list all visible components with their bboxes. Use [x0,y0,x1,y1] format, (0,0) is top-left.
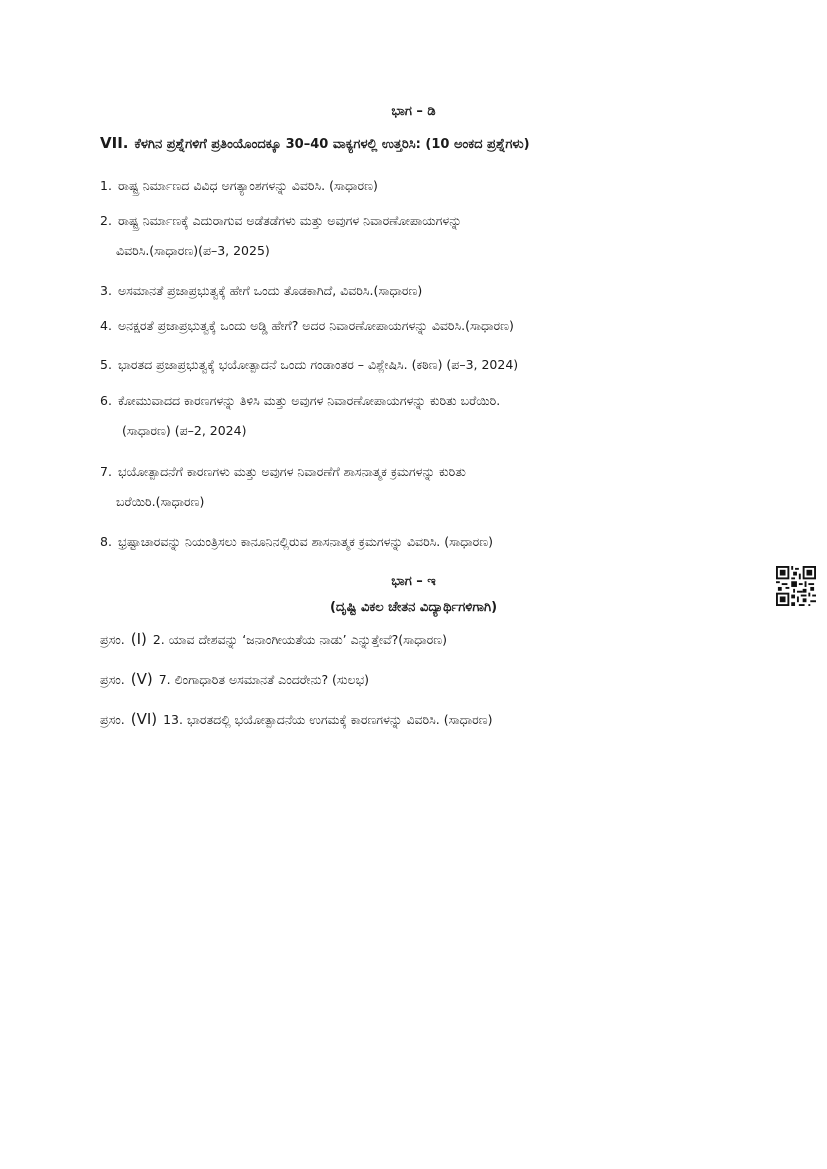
question-prefix: ಪ್ರಸಂ. [100,632,125,647]
extra-question-item [100,630,447,648]
question-prefix: ಪ್ರಸಂ. [100,672,125,687]
question-text: ಅನಕ್ಷರತೆ ಪ್ರಜಾಪ್ರಭುತ್ವಕ್ಕೆ ಒಂದು ಅಡ್ಡಿ ಹೇಗೆ? ಅದರ ನಿವಾರಣೋಪಾಯಗಳನ್ನು ವಿವರಿಸಿ.(ಸಾಧಾರಣ) [117,318,514,333]
question-item [100,178,378,194]
question-number: 7. [100,464,112,479]
question-roman: (VI) [130,710,158,728]
part-e-subtitle: (ದೃಷ್ಟಿ ವಿಕಲ ಚೇತನ ವಿದ್ಯಾರ್ಥಿಗಳಿಗಾಗಿ) [329,600,498,615]
question-continuation: ವಿವರಿಸಿ.(ಸಾಧಾರಣ)(ಪ–3, 2025) [116,243,270,258]
question-roman: (I) [130,630,147,648]
question-prefix: ಪ್ರಸಂ. [100,712,125,727]
question-text: ರಾಷ್ಟ್ರ ನಿರ್ಮಾಣಕ್ಕೆ ಎದುರಾಗುವ ಅಡೆತಡೆಗಳು ಮತ್ತು ಅವುಗಳ ನಿವಾರಣೋಪಾಯಗಳನ್ನು [117,213,462,228]
question-text: ಕೋಮುವಾದದ ಕಾರಣಗಳನ್ನು ತಿಳಿಸಿ ಮತ್ತು ಅವುಗಳ ನಿವಾರಣೋಪಾಯಗಳನ್ನು ಕುರಿತು ಬರೆಯಿರಿ. [117,393,501,408]
question-text: 7. ಲಿಂಗಾಧಾರಿತ ಅಸಮಾನತೆ ಎಂದರೇನು? (ಸುಲಭ) [158,672,370,687]
section-vii-heading [100,134,740,152]
question-text: ಭ್ರಷ್ಟಾಚಾರವನ್ನು ನಿಯಂತ್ರಿಸಲು ಕಾನೂನಿನಲ್ಲಿರುವ ಶಾಸನಾತ್ಮಕ ಕ್ರಮಗಳನ್ನು ವಿವರಿಸಿ. (ಸಾಧಾರಣ) [117,534,494,549]
question-text: 13. ಭಾರತದಲ್ಲಿ ಭಯೋತ್ಪಾದನೆಯ ಉಗಮಕ್ಕೆ ಕಾರಣಗಳನ್ನು ವಿವರಿಸಿ. (ಸಾಧಾರಣ) [163,712,493,727]
question-item [100,318,514,334]
question-text: ರಾಷ್ಟ್ರ ನಿರ್ಮಾಣದ ವಿವಿಧ ಅಗತ್ಯಾಂಶಗಳನ್ನು ವಿವರಿಸಿ. (ಸಾಧಾರಣ) [117,178,378,193]
question-number: 8. [100,534,112,549]
question-item [100,464,466,510]
question-text: ಅಸಮಾನತೆ ಪ್ರಜಾಪ್ರಭುತ್ವಕ್ಕೆ ಹೇಗೆ ಒಂದು ತೊಡಕಾಗಿದೆ, ವಿವರಿಸಿ.(ಸಾಧಾರಣ) [117,283,423,298]
question-item [100,534,493,550]
question-text: ಭಯೋತ್ಪಾದನೆಗೆ ಕಾರಣಗಳು ಮತ್ತು ಅವುಗಳ ನಿವಾರಣೆಗೆ ಶಾಸನಾತ್ಮಕ ಕ್ರಮಗಳನ್ನು ಕುರಿತು [117,464,466,479]
extra-question-item [100,710,492,728]
question-number: 3. [100,283,112,298]
question-number: 6. [100,393,112,408]
question-continuation: ಬರೆಯಿರಿ.(ಸಾಧಾರಣ) [116,494,205,509]
part-d-title: ಭಾಗ – ಡಿ [391,104,436,119]
question-item [100,357,518,373]
question-number: 4. [100,318,112,333]
question-item [100,213,462,259]
extra-question-item [100,670,369,688]
question-item [100,283,422,299]
question-number: 1. [100,178,112,193]
qr-code-icon [776,566,816,606]
part-e-title: ಭಾಗ – ಇ [391,574,436,589]
section-instruction: ಕೆಳಗಿನ ಪ್ರಶ್ನೆಗಳಿಗೆ ಪ್ರತಿಂಯೊಂದಕ್ಕೂ 30–40 ವಾಕ್ಯಗಳಲ್ಲಿ ಉತ್ತರಿಸಿ: (10 ಅಂಕದ ಪ್ರಶ್ನೆಗಳು) [134,137,530,152]
question-roman: (V) [130,670,153,688]
question-item [100,393,500,439]
question-text: 2. ಯಾವ ದೇಶವನ್ನು ‘ಜನಾಂಗೀಯತೆಯ ನಾಡು’ ಎನ್ನುತ್ತೇವೆ?(ಸಾಧಾರಣ) [152,632,447,647]
question-number: 5. [100,357,112,372]
question-text: ಭಾರತದ ಪ್ರಜಾಪ್ರಭುತ್ವಕ್ಕೆ ಭಯೋತ್ಪಾದನೆ ಒಂದು ಗಂಡಾಂತರ – ವಿಶ್ಲೇಷಿಸಿ. (ಕಠಿಣ) (ಪ–3, 2024) [117,357,519,372]
question-number: 2. [100,213,112,228]
section-roman-numeral: VII. [100,134,129,152]
question-continuation: (ಸಾಧಾರಣ) (ಪ–2, 2024) [122,423,247,438]
